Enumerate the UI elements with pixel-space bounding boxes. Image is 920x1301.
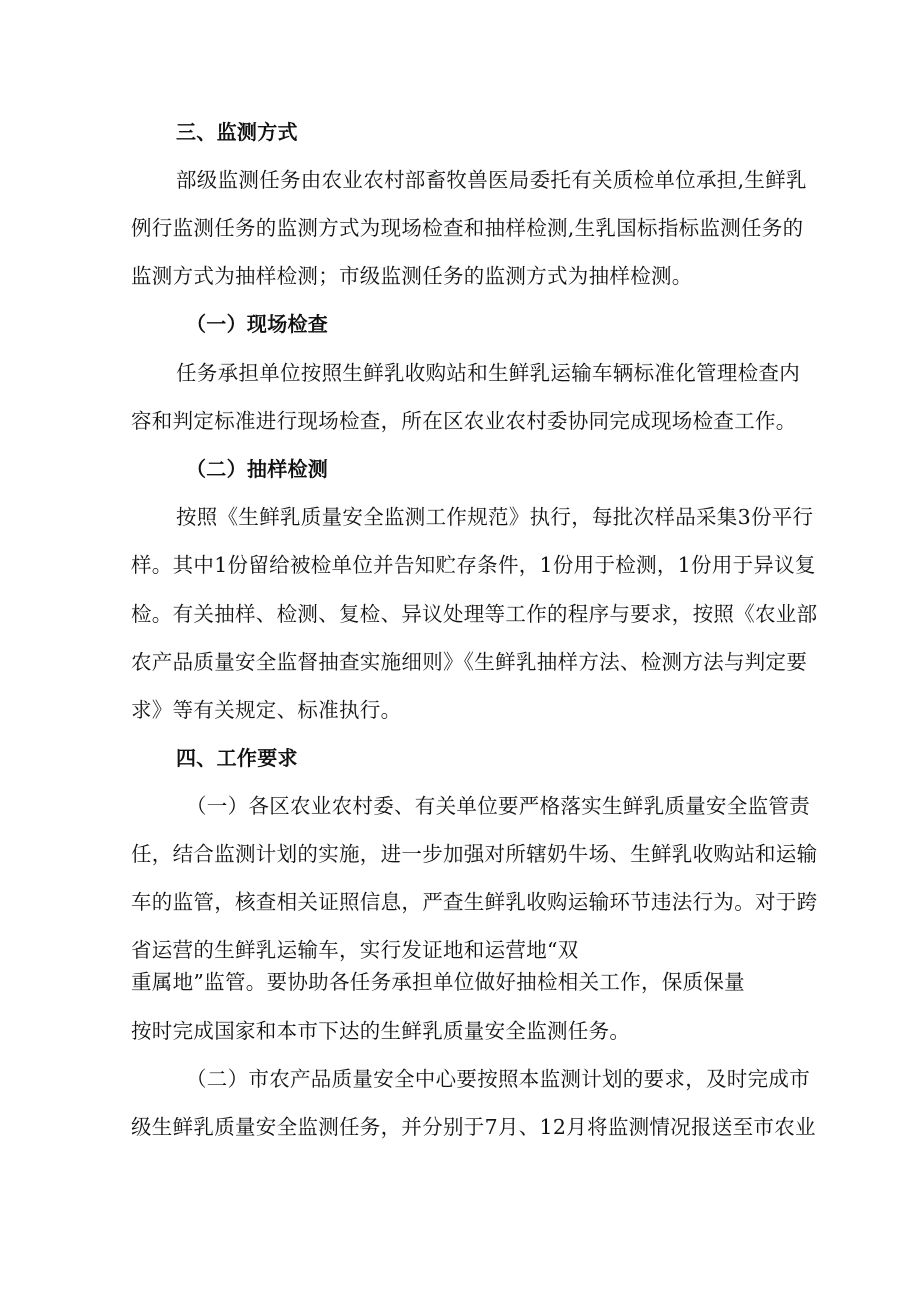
paragraph-line: 样。其中1份留给被检单位并告知贮存条件，1份用于检测，1份用于异议复 [131, 553, 816, 577]
paragraph-line: （一）各区农业农村委、有关单位要严格落实生鲜乳质量安全监管责 [186, 794, 810, 818]
paragraph-line: 检。有关抽样、检测、复检、异议处理等工作的程序与要求，按照《农业部 [131, 602, 818, 626]
paragraph-line: 例行监测任务的监测方式为现场检查和抽样检测,生乳国标指标监测任务的 [131, 216, 804, 240]
paragraph-line: 省运营的生鲜乳运输车，实行发证地和运营地“双 [131, 938, 579, 962]
paragraph-line: 级生鲜乳质量安全监测任务，并分别于7月、12月将监测情况报送至市农业 [131, 1115, 816, 1139]
paragraph-line: 重属地”监管。要协助各任务承担单位做好抽检相关工作，保质保量 [131, 970, 745, 994]
section-heading-3: 三、监测方式 [176, 120, 298, 144]
paragraph-line: 车的监管，核查相关证照信息，严查生鲜乳收购运输环节违法行为。对于跨 [131, 890, 818, 914]
paragraph-line: 容和判定标准进行现场检查，所在区农业农村委协同完成现场检查工作。 [131, 409, 797, 433]
paragraph-line: 监测方式为抽样检测；市级监测任务的监测方式为抽样检测。 [131, 264, 693, 288]
subsection-heading-2: （二）抽样检测 [186, 457, 329, 481]
paragraph-line: 按时完成国家和本市下达的生鲜乳质量安全监测任务。 [131, 1019, 631, 1043]
paragraph-line: 农产品质量安全监督抽查实施细则》《生鲜乳抽样方法、检测方法与判定要 [131, 650, 808, 674]
paragraph-line: 按照《生鲜乳质量安全监测工作规范》执行，每批次样品采集3份平行 [176, 505, 814, 529]
paragraph-line: 求》等有关规定、标准执行。 [131, 698, 402, 722]
paragraph-line: 部级监测任务由农业农村部畜牧兽医局委托有关质检单位承担,生鲜乳 [176, 168, 807, 192]
paragraph-line: 任，结合监测计划的实施，进一步加强对所辖奶牛场、生鲜乳收购站和运输 [131, 842, 818, 866]
subsection-heading-1: （一）现场检查 [186, 312, 329, 336]
section-heading-4: 四、工作要求 [176, 746, 298, 770]
paragraph-line: （二）市农产品质量安全中心要按照本监测计划的要求，及时完成市 [186, 1067, 810, 1091]
paragraph-line: 任务承担单位按照生鲜乳收购站和生鲜乳运输车辆标准化管理检查内 [176, 361, 800, 385]
